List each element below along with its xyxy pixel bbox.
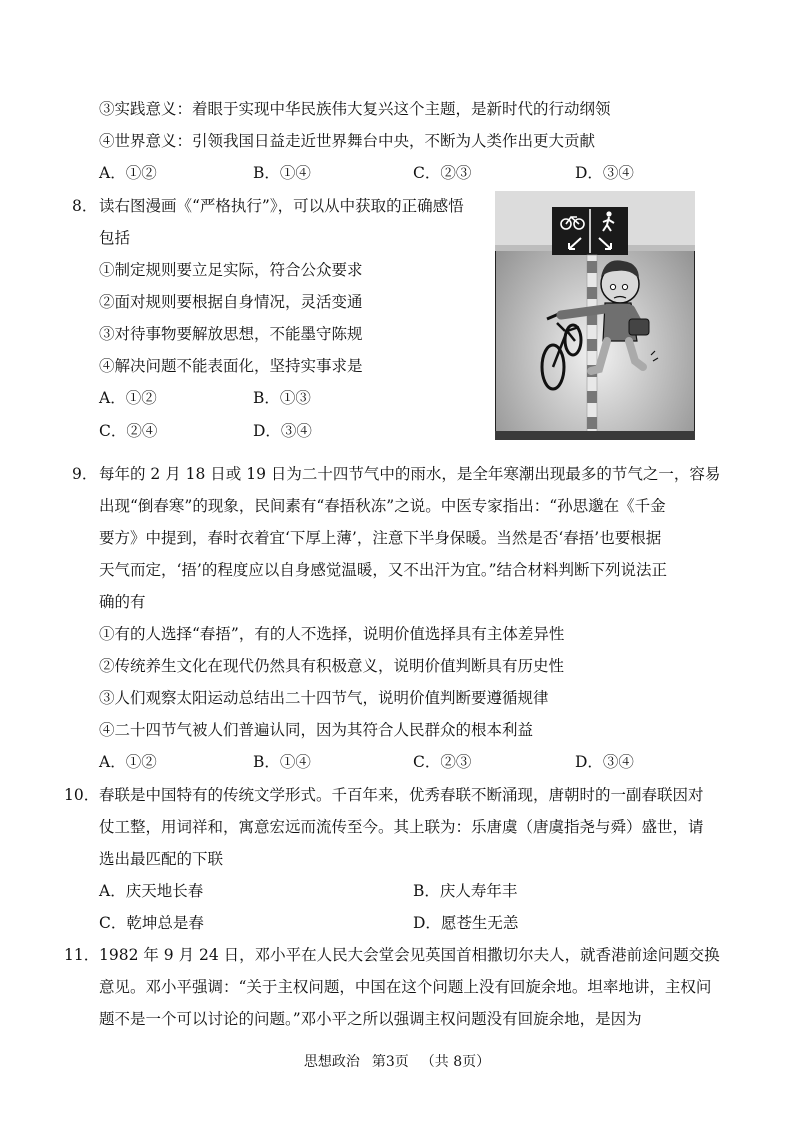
- q9-item-2: ②传统养生文化在现代仍然具有积极意义，说明价值判断具有历史性: [99, 657, 565, 675]
- footer-total-pages: （共 8页）: [420, 1054, 491, 1070]
- q8-number: 8．: [72, 197, 98, 215]
- q7-option-b: B．①④: [253, 164, 311, 182]
- q9-option-a: A．①②: [99, 753, 157, 771]
- q11-stem-line-3: 题不是一个可以讨论的问题。”邓小平之所以强调主权问题没有回旋余地，是因为: [99, 1010, 642, 1028]
- q8-option-c: C．②④: [99, 422, 158, 440]
- q9-number: 9．: [72, 465, 98, 483]
- q10-option-b: B．庆人寿年丰: [413, 882, 518, 900]
- q8-item-3: ③对待事物要解放思想，不能墨守陈规: [99, 325, 363, 343]
- q10-stem-line-3: 选出最匹配的下联: [99, 850, 224, 868]
- q9-stem-line-5: 确的有: [99, 593, 146, 611]
- q8-stem-line-1: 读右图漫画《“严格执行”》，可以从中获取的正确感悟: [99, 197, 464, 215]
- footer-page-number: 第3页: [371, 1054, 409, 1070]
- q9-item-3: ③人们观察太阳运动总结出二十四节气，说明价值判断要遵循规律: [99, 689, 549, 707]
- q9-stem-line-4: 天气而定，‘捂’的程度应以自身感觉温暖，又不出汗为宜。”结合材料判断下列说法正: [99, 561, 668, 579]
- q7-option-c: C．②③: [413, 164, 472, 182]
- q10-option-d: D．愿苍生无恙: [413, 914, 519, 932]
- q8-item-4: ④解决问题不能表面化，坚持实事求是: [99, 357, 363, 375]
- q8-stem-line-2: 包括: [99, 229, 131, 247]
- q9-option-c: C．②③: [413, 753, 472, 771]
- q7-item-3: ③实践意义：着眼于实现中华民族伟大复兴这个主题，是新时代的行动纲领: [99, 100, 611, 118]
- q7-option-d: D．③④: [575, 164, 634, 182]
- q7-option-a: A．①②: [99, 164, 157, 182]
- strict-enforcement-cartoon: [495, 191, 695, 440]
- q11-stem-line-2: 意见。邓小平强调：“关于主权问题，中国在这个问题上没有回旋余地。坦率地讲，主权问: [99, 978, 712, 996]
- q9-item-4: ④二十四节气被人们普遍认同，因为其符合人民群众的根本利益: [99, 721, 534, 739]
- q8-item-1: ①制定规则要立足实际，符合公众要求: [99, 261, 363, 279]
- q11-stem-line-1: 1982 年 9 月 24 日，邓小平在人民大会堂会见英国首相撒切尔夫人，就香港前途问题交换: [99, 946, 720, 964]
- q11-number: 11．: [64, 946, 100, 964]
- q9-stem-line-1: 每年的 2 月 18 日或 19 日为二十四节气中的雨水，是全年寒潮出现最多的节气之一，容易: [99, 465, 721, 483]
- q9-stem-line-3: 要方》中提到，春时衣着宜‘下厚上薄’，注意下半身保暖。当然是否‘春捂’也要根据: [99, 529, 662, 547]
- q10-number: 10．: [64, 786, 100, 804]
- q10-option-a: A．庆天地长春: [99, 882, 204, 900]
- lane-divider-line: [587, 255, 597, 435]
- q9-item-1: ①有的人选择“春捂”，有的人不选择，说明价值选择具有主体差异性: [99, 625, 565, 643]
- q8-option-d: D．③④: [253, 422, 312, 440]
- q7-item-4: ④世界意义：引领我国日益走近世界舞台中央，不断为人类作出更大贡献: [99, 132, 596, 150]
- page-footer: [0, 1052, 794, 1072]
- q10-stem-line-1: 春联是中国特有的传统文学形式。千百年来，优秀春联不断涌现，唐朝时的一副春联因对: [99, 786, 704, 804]
- lane-sign: [552, 207, 628, 255]
- q9-option-b: B．①④: [253, 753, 311, 771]
- q9-stem-line-2: 出现“倒春寒”的现象，民间素有“春捂秋冻”之说。中医专家指出：“孙思邈在《千金: [99, 497, 666, 515]
- q8-item-2: ②面对规则要根据自身情况，灵活变通: [99, 293, 363, 311]
- q10-option-c: C．乾坤总是春: [99, 914, 204, 932]
- q10-stem-line-2: 仗工整，用词祥和，寓意宏远而流传至今。其上联为：乐唐虞（唐虞指尧与舜）盛世，请: [99, 818, 704, 836]
- q9-option-d: D．③④: [575, 753, 634, 771]
- q8-option-a: A．①②: [99, 389, 157, 407]
- footer-subject: 思想政治: [303, 1054, 360, 1070]
- q8-option-b: B．①③: [253, 389, 311, 407]
